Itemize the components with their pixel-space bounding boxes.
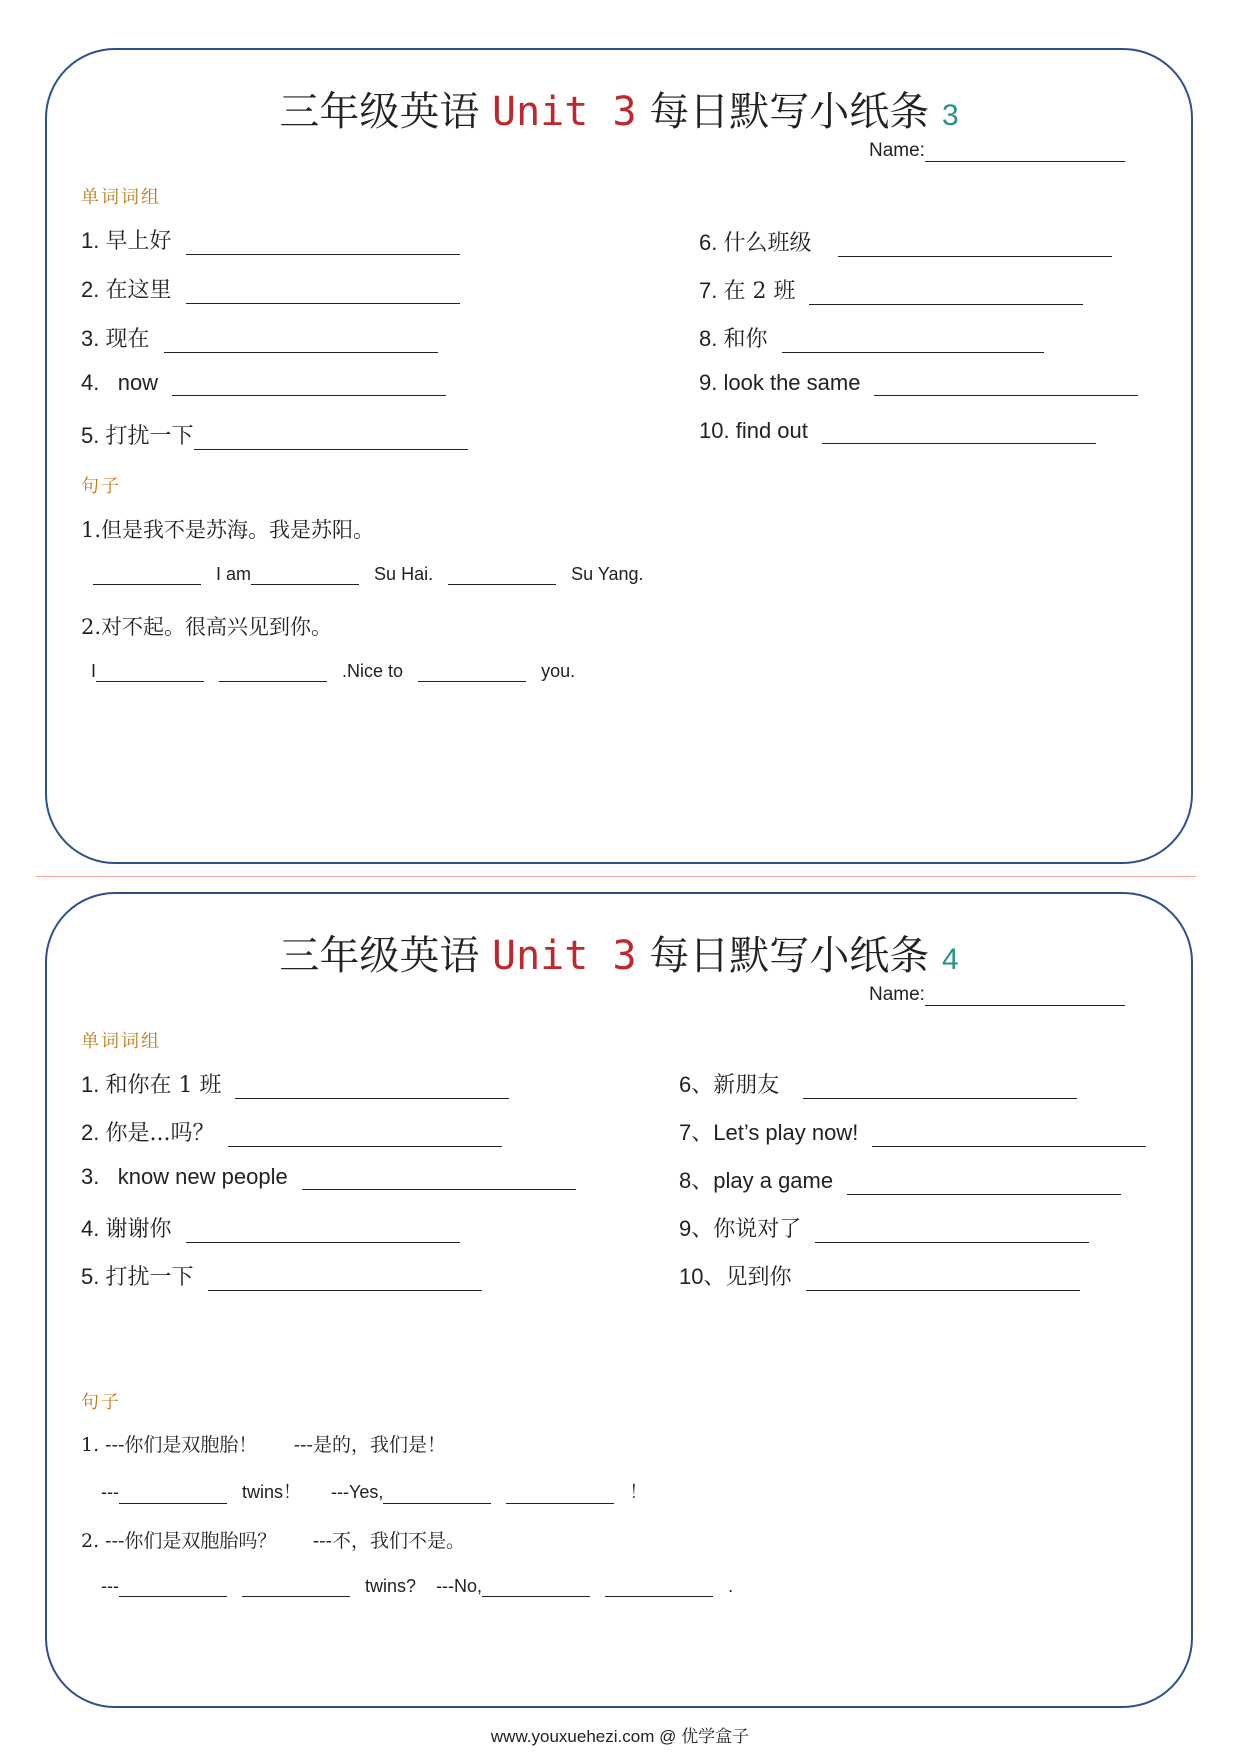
name-blank[interactable] — [925, 987, 1125, 1006]
word-item-1 — [81, 1068, 509, 1099]
fill-text: Su Hai. — [374, 564, 434, 584]
word-item-5 — [81, 1260, 482, 1291]
item-number: 5. — [81, 1264, 100, 1289]
sentence-part: 1. ---你们是双胞胎！ — [81, 1434, 258, 1456]
section-sentences-heading: 句子 — [81, 476, 121, 497]
sentence-part: ---是的，我们是！ — [293, 1434, 446, 1456]
title-unit: Unit 3 — [492, 933, 637, 979]
word-item-5 — [81, 419, 468, 450]
item-label: know new people — [117, 1164, 288, 1189]
name-field[interactable] — [869, 984, 1125, 1006]
item-number: 9. — [699, 370, 718, 395]
item-number: 8. — [699, 326, 718, 351]
item-label: 在 2 班 — [723, 279, 796, 304]
fill-text: twins? — [365, 1576, 417, 1596]
item-number: 1. — [81, 228, 100, 253]
fill-blank[interactable] — [119, 1578, 227, 1597]
sentence-1: 1.但是我不是苏海。我是苏阳。 — [81, 518, 375, 542]
item-label: 见到你 — [725, 1265, 792, 1290]
sentence-2 — [81, 1526, 465, 1553]
fill-blank[interactable] — [605, 1578, 713, 1597]
fill-text: Su Yang. — [571, 564, 644, 584]
item-number: 8、 — [679, 1168, 714, 1193]
section-words-heading: 单词词组 — [81, 187, 161, 208]
item-number: 7、 — [679, 1120, 714, 1145]
item-label: 你是...吗？ — [105, 1121, 215, 1146]
word-item-4 — [81, 370, 446, 396]
sentence-2: 2.对不起。很高兴见到你。 — [81, 615, 333, 639]
item-number: 2. — [81, 1120, 100, 1145]
fill-blank[interactable] — [119, 1485, 227, 1504]
fill-text: --- — [101, 1482, 119, 1502]
item-label: Let’s play now! — [713, 1120, 859, 1145]
answer-blank[interactable] — [806, 1270, 1080, 1291]
name-field[interactable] — [869, 140, 1125, 162]
word-item-9 — [699, 370, 1138, 396]
sentence-part: 2. ---你们是双胞胎吗？ — [81, 1530, 277, 1552]
fill-blank[interactable] — [448, 566, 556, 585]
name-label: Name: — [869, 984, 925, 1005]
fill-text: I — [91, 661, 97, 681]
sentence-1 — [81, 1430, 446, 1457]
item-label: look the same — [723, 370, 861, 395]
fill-text: I am — [216, 564, 252, 584]
fill-blank[interactable] — [251, 566, 359, 585]
item-label: find out — [735, 418, 808, 443]
item-label: play a game — [713, 1168, 834, 1193]
worksheet-card-4 — [45, 892, 1193, 1708]
title-number: 4 — [941, 943, 959, 976]
title-prefix: 三年级英语 — [279, 933, 493, 979]
word-item-9 — [679, 1212, 1089, 1243]
fill-blank[interactable] — [383, 1485, 491, 1504]
word-item-7 — [679, 1116, 1146, 1147]
word-item-8 — [679, 1164, 1121, 1195]
answer-blank[interactable] — [809, 284, 1083, 305]
name-blank[interactable] — [925, 143, 1125, 162]
item-number: 9、 — [679, 1216, 714, 1241]
item-number: 1. — [81, 1072, 100, 1097]
item-label: 什么班级 — [723, 231, 812, 256]
fill-text: --- — [101, 1576, 119, 1596]
answer-blank[interactable] — [874, 375, 1138, 396]
fill-blank[interactable] — [96, 663, 204, 682]
word-item-2 — [81, 273, 460, 304]
fill-blank[interactable] — [93, 566, 201, 585]
item-number: 2. — [81, 277, 100, 302]
word-item-1 — [81, 224, 460, 255]
answer-blank[interactable] — [872, 1126, 1146, 1147]
fill-blank[interactable] — [242, 1578, 350, 1597]
answer-blank[interactable] — [186, 283, 460, 304]
item-number: 10. — [699, 418, 730, 443]
item-label: 现在 — [105, 327, 150, 352]
item-label: 打扰一下 — [105, 424, 194, 449]
word-item-3 — [81, 322, 438, 353]
title-suffix: 每日默写小纸条 — [636, 89, 930, 135]
fill-text: .Nice to — [342, 661, 404, 681]
answer-blank[interactable] — [164, 332, 438, 353]
answer-blank[interactable] — [228, 1126, 502, 1147]
item-number: 6、 — [679, 1072, 714, 1097]
fill-text: ！ — [629, 1482, 648, 1502]
item-label: 新朋友 — [713, 1073, 780, 1098]
title-unit: Unit 3 — [492, 89, 637, 135]
item-number: 6. — [699, 230, 718, 255]
item-number: 10、 — [679, 1264, 726, 1289]
answer-blank[interactable] — [815, 1222, 1089, 1243]
answer-blank[interactable] — [194, 429, 468, 450]
answer-blank[interactable] — [782, 332, 1044, 353]
answer-blank[interactable] — [838, 236, 1112, 257]
word-item-4 — [81, 1212, 460, 1243]
item-number: 7. — [699, 278, 718, 303]
word-item-8 — [699, 322, 1044, 353]
fill-line-2 — [101, 1576, 733, 1597]
word-item-10 — [699, 418, 1096, 444]
word-item-6 — [679, 1068, 1077, 1099]
fill-text: . — [728, 1576, 734, 1596]
worksheet-card-3 — [45, 48, 1193, 864]
item-number: 5. — [81, 423, 100, 448]
word-item-3 — [81, 1164, 576, 1190]
answer-blank[interactable] — [186, 234, 460, 255]
item-label: 和你在 1 班 — [105, 1073, 222, 1098]
item-number: 4. — [81, 370, 100, 395]
fill-blank[interactable] — [482, 1578, 590, 1597]
fill-blank[interactable] — [506, 1485, 614, 1504]
fill-blank[interactable] — [219, 663, 327, 682]
item-label: 谢谢你 — [105, 1217, 172, 1242]
card-title — [47, 80, 1191, 137]
answer-blank[interactable] — [302, 1169, 576, 1190]
word-item-7 — [699, 274, 1083, 305]
sentence-part: ---不，我们不是。 — [312, 1530, 465, 1552]
answer-blank[interactable] — [847, 1174, 1121, 1195]
fill-line-1 — [93, 564, 644, 585]
fill-line-2 — [91, 661, 575, 682]
fill-text: ---No, — [436, 1576, 483, 1596]
section-words-heading: 单词词组 — [81, 1031, 161, 1052]
answer-blank[interactable] — [822, 423, 1096, 444]
item-number: 3. — [81, 326, 100, 351]
item-label: 早上好 — [105, 229, 172, 254]
item-label: 在这里 — [105, 278, 172, 303]
item-number: 4. — [81, 1216, 100, 1241]
title-number: 3 — [941, 99, 959, 132]
answer-blank[interactable] — [186, 1222, 460, 1243]
item-label: now — [117, 370, 159, 395]
fill-line-1 — [101, 1478, 647, 1504]
page-footer: www.youxuehezi.com @ 优学盒子 — [490, 1727, 750, 1746]
title-prefix: 三年级英语 — [279, 89, 493, 135]
fill-text: you. — [541, 661, 576, 681]
answer-blank[interactable] — [803, 1078, 1077, 1099]
card-title — [47, 924, 1191, 981]
cut-line — [36, 876, 1196, 877]
fill-blank[interactable] — [418, 663, 526, 682]
answer-blank[interactable] — [208, 1270, 482, 1291]
section-sentences-heading: 句子 — [81, 1392, 121, 1413]
item-number: 3. — [81, 1164, 100, 1189]
answer-blank[interactable] — [172, 375, 446, 396]
item-label: 和你 — [723, 327, 768, 352]
answer-blank[interactable] — [235, 1078, 509, 1099]
fill-text: ---Yes, — [331, 1482, 384, 1502]
name-label: Name: — [869, 140, 925, 161]
word-item-10 — [679, 1260, 1080, 1291]
word-item-6 — [699, 226, 1112, 257]
fill-text: twins！ — [242, 1482, 302, 1502]
item-label: 你说对了 — [713, 1217, 802, 1242]
word-item-2 — [81, 1116, 502, 1147]
item-label: 打扰一下 — [105, 1265, 194, 1290]
title-suffix: 每日默写小纸条 — [636, 933, 930, 979]
